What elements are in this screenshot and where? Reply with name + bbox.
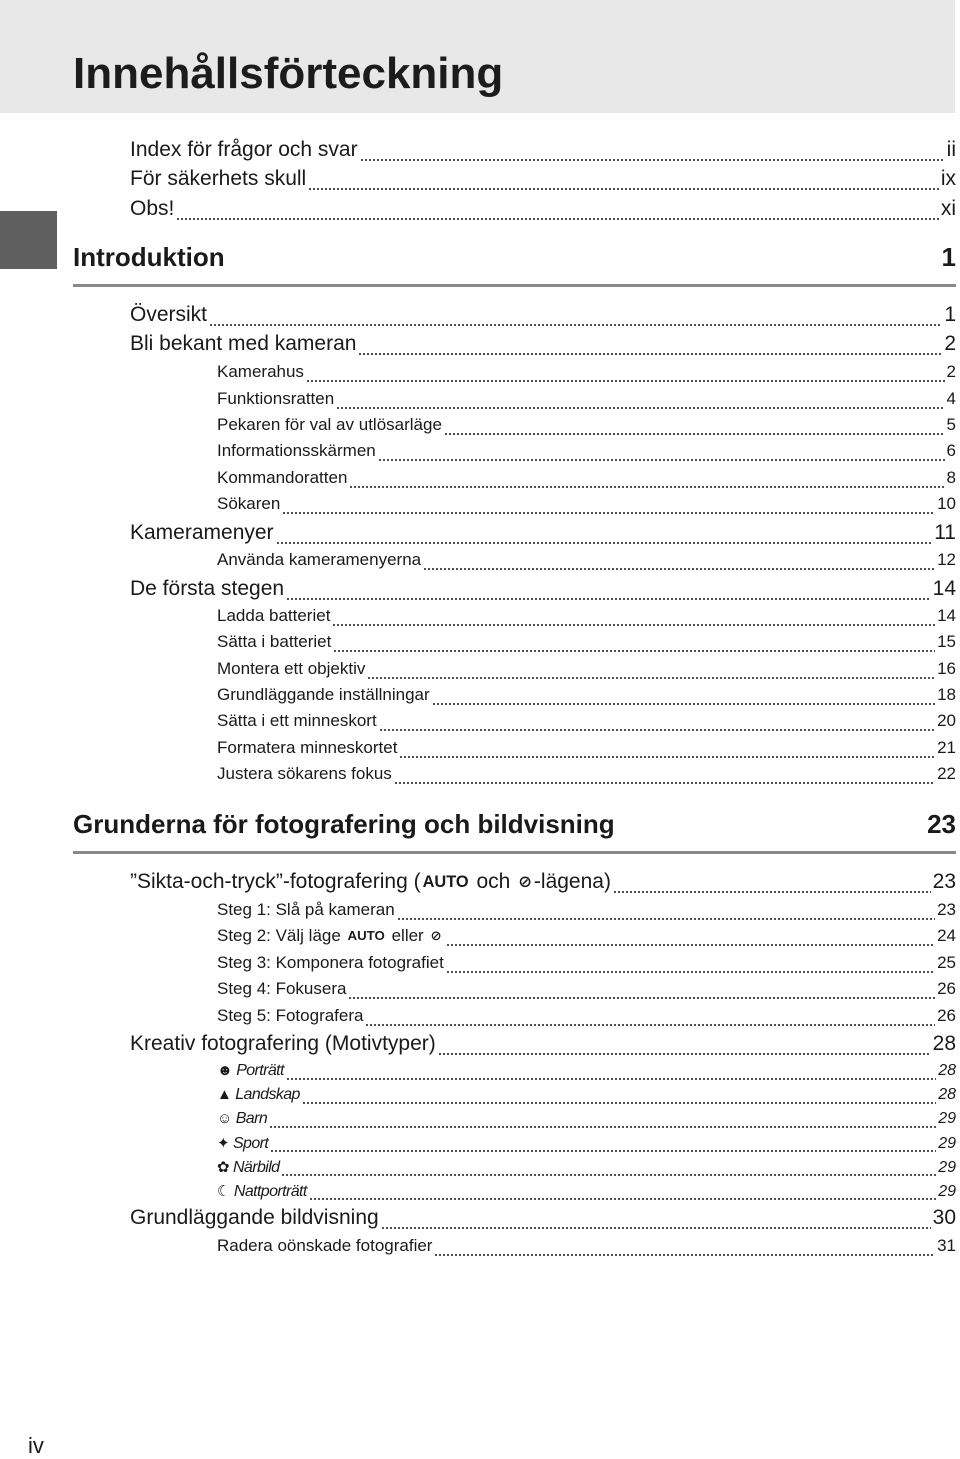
toc-entry-label: Kommandoratten bbox=[217, 468, 348, 487]
toc-entry[interactable] bbox=[217, 979, 956, 1003]
toc-entry[interactable] bbox=[217, 764, 956, 788]
toc-entry-scene-mode[interactable] bbox=[217, 1110, 956, 1132]
toc-entry[interactable] bbox=[217, 606, 956, 630]
toc-entry-page: 6 bbox=[946, 441, 956, 460]
toc-entry-label: ▲ Landskap bbox=[217, 1086, 300, 1103]
section-title: Introduktion bbox=[73, 242, 225, 272]
toc-entry-label: Steg 4: Fokusera bbox=[217, 979, 347, 998]
toc-entry-page: 28 bbox=[932, 1032, 956, 1055]
toc-entry-label: Formatera minneskortet bbox=[217, 738, 398, 757]
toc-entry-scene-mode[interactable] bbox=[217, 1086, 956, 1108]
dot-leader bbox=[423, 568, 935, 570]
toc-entry-label: Kamerahus bbox=[217, 362, 304, 381]
toc-entry[interactable] bbox=[130, 577, 956, 605]
toc-entry-label: Grundläggande bildvisning bbox=[130, 1206, 379, 1229]
dot-leader bbox=[286, 598, 931, 600]
dot-leader bbox=[397, 918, 935, 920]
toc-entry-page: 29 bbox=[938, 1159, 956, 1176]
toc-entry-page: 18 bbox=[937, 685, 956, 704]
toc-entry[interactable] bbox=[217, 468, 956, 492]
toc-entry-page: 30 bbox=[932, 1206, 956, 1229]
section-page: 23 bbox=[927, 809, 956, 839]
child-icon: ☺ bbox=[217, 1110, 232, 1127]
toc-entry[interactable] bbox=[217, 659, 956, 683]
toc-entry-label: ☾ Nattporträtt bbox=[217, 1183, 307, 1200]
toc-entry-page: 14 bbox=[932, 577, 956, 600]
portrait-icon: ☻ bbox=[217, 1062, 233, 1079]
toc-entry[interactable] bbox=[217, 550, 956, 574]
dot-leader bbox=[282, 512, 935, 514]
dot-leader bbox=[432, 703, 935, 705]
toc-entry-label: Sätta i ett minneskort bbox=[217, 711, 377, 730]
toc-entry-page: 24 bbox=[937, 926, 956, 945]
dot-leader bbox=[176, 218, 938, 220]
dot-leader bbox=[309, 1198, 937, 1200]
dot-leader bbox=[302, 1102, 936, 1104]
dot-leader bbox=[365, 1024, 935, 1026]
toc-entry[interactable] bbox=[217, 900, 956, 924]
toc-entry-label: Montera ett objektiv bbox=[217, 659, 366, 678]
toc-entry-page: 29 bbox=[938, 1110, 956, 1127]
toc-entry[interactable] bbox=[130, 303, 956, 331]
title-bar bbox=[0, 0, 955, 113]
section-page: 1 bbox=[941, 242, 956, 272]
toc-entry-label: Funktionsratten bbox=[217, 389, 335, 408]
toc-entry-label: Översikt bbox=[130, 303, 208, 326]
toc-entry[interactable] bbox=[130, 521, 956, 549]
close-up-icon: ✿ bbox=[217, 1159, 229, 1176]
toc-entry-page: 29 bbox=[938, 1183, 956, 1200]
toc-entry-label: Bli bekant med kameran bbox=[130, 332, 357, 355]
toc-entry-label: Ladda batteriet bbox=[217, 606, 331, 625]
toc-entry-page: 26 bbox=[937, 979, 956, 998]
toc-entry-page: 10 bbox=[937, 494, 956, 513]
dot-leader bbox=[394, 782, 935, 784]
toc-entry-page: 22 bbox=[937, 764, 956, 783]
dot-leader bbox=[209, 324, 942, 326]
toc-entry-page: 26 bbox=[937, 1006, 956, 1025]
toc-entry-label: Informationsskärmen bbox=[217, 441, 376, 460]
flash-off-icon: ⊘ bbox=[518, 873, 532, 891]
landscape-icon: ▲ bbox=[217, 1086, 232, 1103]
toc-entry-page: 1 bbox=[944, 303, 956, 326]
dot-leader bbox=[332, 624, 935, 626]
dot-leader bbox=[276, 542, 933, 544]
dot-leader bbox=[336, 407, 944, 409]
toc-entry-label: Radera oönskade fotografier bbox=[217, 1236, 433, 1255]
dot-leader bbox=[444, 433, 945, 435]
dot-leader bbox=[348, 997, 935, 999]
toc-entry[interactable] bbox=[217, 1006, 956, 1030]
toc-entry-label: Steg 3: Komponera fotografiet bbox=[217, 953, 444, 972]
toc-entry[interactable] bbox=[217, 441, 956, 465]
toc-entry[interactable] bbox=[217, 711, 956, 735]
dot-leader bbox=[381, 1227, 931, 1229]
toc-entry[interactable] bbox=[217, 738, 956, 762]
toc-entry[interactable] bbox=[217, 632, 956, 656]
toc-entry-scene-mode[interactable] bbox=[217, 1134, 956, 1156]
toc-entry-label: Sökaren bbox=[217, 494, 281, 513]
toc-entry-label: Steg 2: Välj läge AUTO eller ⊘ bbox=[217, 926, 442, 945]
dot-leader bbox=[379, 729, 935, 731]
toc-entry-page: 20 bbox=[937, 711, 956, 730]
flash-off-icon: ⊘ bbox=[430, 928, 442, 943]
toc-entry-label: ☺ Barn bbox=[217, 1110, 268, 1127]
toc-entry-page: 31 bbox=[937, 1236, 956, 1255]
toc-entry-page: 2 bbox=[944, 332, 956, 355]
toc-entry-page: 29 bbox=[938, 1135, 956, 1152]
dot-leader bbox=[269, 1126, 936, 1128]
toc-entry[interactable] bbox=[217, 953, 956, 977]
toc-entry-scene-mode[interactable] bbox=[217, 1182, 956, 1204]
toc-entry-page: 2 bbox=[946, 362, 956, 381]
section-title: Grunderna för fotografering och bildvisning bbox=[73, 809, 615, 839]
toc-entry-label: Obs! bbox=[130, 197, 175, 220]
section-heading-grunderna[interactable] bbox=[73, 809, 956, 840]
dot-leader bbox=[399, 756, 935, 758]
toc-entry-label: De första stegen bbox=[130, 577, 285, 600]
toc-entry[interactable] bbox=[130, 197, 956, 225]
toc-entry-scene-mode[interactable] bbox=[217, 1158, 956, 1180]
toc-entry[interactable] bbox=[217, 1236, 956, 1260]
section-divider bbox=[73, 284, 956, 287]
page-number: iv bbox=[28, 1433, 44, 1458]
dot-leader bbox=[270, 1150, 936, 1152]
toc-entry-label: Pekaren för val av utlösarläge bbox=[217, 415, 442, 434]
dot-leader bbox=[308, 188, 939, 190]
section-divider bbox=[73, 851, 956, 854]
toc-entry-label: Kreativ fotografering (Motivtyper) bbox=[130, 1032, 436, 1055]
toc-entry-page: 28 bbox=[938, 1062, 956, 1079]
toc-entry-point-and-shoot[interactable] bbox=[130, 870, 956, 898]
toc-entry-label: Kameramenyer bbox=[130, 521, 274, 544]
dot-leader bbox=[360, 159, 945, 161]
toc-entry-page: 4 bbox=[946, 389, 956, 408]
dot-leader bbox=[446, 971, 935, 973]
toc-entry-page: 23 bbox=[937, 900, 956, 919]
toc-entry-page: 11 bbox=[934, 521, 956, 544]
dot-leader bbox=[286, 1078, 936, 1080]
toc-entry[interactable] bbox=[130, 1206, 956, 1234]
toc-entry-page: 5 bbox=[946, 415, 956, 434]
toc-entry-label: ☻ Porträtt bbox=[217, 1062, 284, 1079]
toc-entry-page: 25 bbox=[937, 953, 956, 972]
toc-entry[interactable] bbox=[130, 1032, 956, 1060]
dot-leader bbox=[438, 1053, 931, 1055]
toc-entry[interactable] bbox=[217, 494, 956, 518]
toc-entry[interactable] bbox=[217, 415, 956, 439]
toc-entry[interactable] bbox=[130, 167, 956, 195]
toc-entry-label: Justera sökarens fokus bbox=[217, 764, 392, 783]
toc-entry-label: Grundläggande inställningar bbox=[217, 685, 430, 704]
chapter-tab bbox=[0, 211, 57, 269]
toc-entry-page: ii bbox=[946, 138, 956, 161]
dot-leader bbox=[358, 353, 942, 355]
toc-entry-label: ✿ Närbild bbox=[217, 1159, 280, 1176]
night-portrait-icon: ☾ bbox=[217, 1183, 230, 1200]
toc-entry-label: Steg 1: Slå på kameran bbox=[217, 900, 395, 919]
dot-leader bbox=[333, 650, 935, 652]
dot-leader bbox=[306, 380, 945, 382]
toc-entry[interactable] bbox=[217, 926, 956, 950]
toc-entry-page: 21 bbox=[937, 738, 956, 757]
toc-entry-label: Index för frågor och svar bbox=[130, 138, 358, 161]
toc-entry[interactable] bbox=[130, 138, 956, 166]
toc-entry-scene-mode[interactable] bbox=[217, 1062, 956, 1084]
toc-entry-label: För säkerhets skull bbox=[130, 167, 307, 190]
toc-entry-page: 12 bbox=[937, 550, 956, 569]
toc-entry-label: Sätta i batteriet bbox=[217, 632, 332, 651]
toc-entry-label: Steg 5: Fotografera bbox=[217, 1006, 364, 1025]
toc-entry-page: ix bbox=[940, 167, 956, 190]
toc-entry-label: ✦ Sport bbox=[217, 1135, 269, 1152]
dot-leader bbox=[378, 459, 945, 461]
toc-entry-page: 8 bbox=[946, 468, 956, 487]
sport-icon: ✦ bbox=[217, 1135, 229, 1152]
toc-entry-page: 14 bbox=[937, 606, 956, 625]
dot-leader bbox=[434, 1254, 935, 1256]
dot-leader bbox=[367, 677, 935, 679]
dot-leader bbox=[446, 944, 936, 946]
toc-entry-page: 16 bbox=[937, 659, 956, 678]
toc-entry[interactable] bbox=[217, 685, 956, 709]
toc-entry-page: 23 bbox=[932, 870, 956, 893]
toc-entry[interactable] bbox=[130, 332, 956, 360]
toc-entry[interactable] bbox=[217, 389, 956, 413]
toc-entry[interactable] bbox=[217, 362, 956, 386]
dot-leader bbox=[281, 1174, 936, 1176]
page-title: Innehållsförteckning bbox=[73, 49, 504, 98]
toc-entry-label: ”Sikta-och-tryck”-fotografering ( AUTO och ⊘-lägena) bbox=[130, 870, 611, 893]
toc-entry-page: 28 bbox=[938, 1086, 956, 1103]
toc-entry-page: xi bbox=[940, 197, 956, 220]
toc-entry-page: 15 bbox=[937, 632, 956, 651]
auto-mode-icon: AUTO bbox=[422, 873, 469, 891]
dot-leader bbox=[349, 486, 944, 488]
dot-leader bbox=[613, 891, 931, 893]
section-heading-introduktion[interactable] bbox=[73, 242, 956, 273]
auto-mode-icon: AUTO bbox=[347, 928, 385, 943]
toc-entry-label: Använda kameramenyerna bbox=[217, 550, 422, 569]
